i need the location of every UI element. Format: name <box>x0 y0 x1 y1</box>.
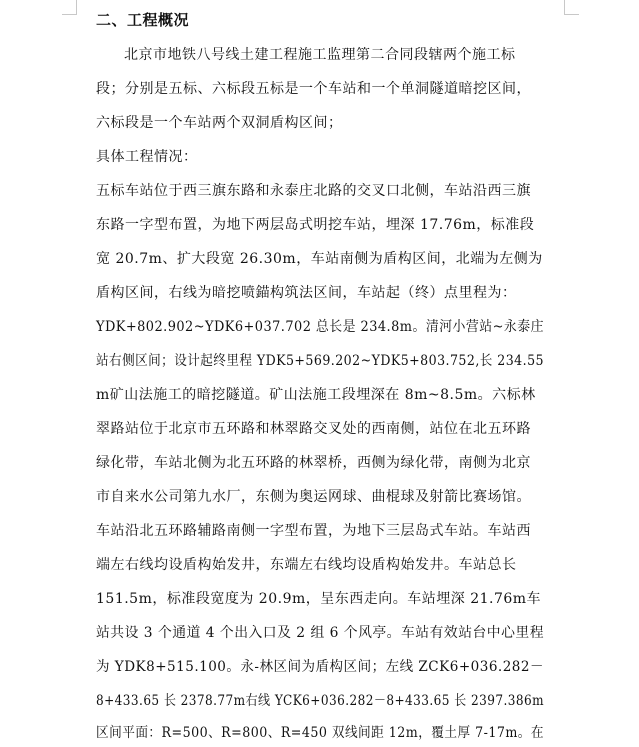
paragraph-line: 站右侧区间；设计起终里程 YDK5+569.202~YDK5+803.752,长 234.55 <box>96 353 544 369</box>
paragraph-line: 为 YDK8+515.100。永-林区间为盾构区间；左线 ZCK6+036.282－ <box>96 659 544 675</box>
paragraph-line: 五标车站位于西三旗东路和永泰庄北路的交叉口北侧，车站沿西三旗 <box>96 183 531 199</box>
paragraph-line: 段；分别是五标、六标段五标是一个车站和一个单洞隧道暗挖区间， <box>96 81 531 97</box>
page-margin-corner-right <box>564 0 579 15</box>
paragraph-line: 8+433.65 长 2378.77m右线 YCK6+036.282－8+433.65 长 2397.386m <box>96 693 544 709</box>
paragraph-line: 盾构区间，右线为暗挖喷錨构筑法区间，车站起（终）点里程为： <box>96 285 517 301</box>
section-heading: 二、工程概况 <box>96 11 190 29</box>
paragraph-line: 东路一字型布置，为地下两层岛式明挖车站，埋深 17.76m，标准段 <box>96 217 535 233</box>
paragraph-line: 具体工程情况： <box>96 149 198 165</box>
paragraph-line: YDK+802.902~YDK6+037.702 总长是 234.8m。清河小营站~永泰庄 <box>96 319 544 335</box>
paragraph-line: 绿化带，车站北侧为北五环路的林翠桥，西侧为绿化带，南侧为北京 <box>96 455 531 471</box>
paragraph-line: 站共设 3 个通道 4 个出入口及 2 组 6 个风亭。车站有效站台中心里程 <box>96 625 544 641</box>
paragraph-line: 151.5m，标准段宽度为 20.9m，呈东西走向。车站埋深 21.76m车 <box>96 591 542 607</box>
paragraph-line: 区间平面：R=500、R=800、R=450 双线间距 12m，覆土厚 7-17m。在 <box>96 725 544 741</box>
paragraph-line: 端左右线均设盾构始发井，东端左右线均设盾构始发井。车站总长 <box>96 557 517 573</box>
paragraph-line: 翠路站位于北京市五环路和林翠路交叉处的西南侧，站位在北五环路 <box>96 421 531 437</box>
paragraph-line: 车站沿北五环路辅路南侧一字型布置，为地下三层岛式车站。车站西 <box>96 523 531 539</box>
paragraph-line: 市自来水公司第九水厂，东侧为奥运网球、曲棍球及射箭比赛场馆。 <box>96 489 531 505</box>
paragraph-line: 宽 20.7m、扩大段宽 26.30m，车站南侧为盾构区间，北端为左侧为 <box>96 251 543 267</box>
paragraph-line: 六标段是一个车站两个双洞盾构区间； <box>96 115 343 131</box>
paragraph-line: 北京市地铁八号线土建工程施工监理第二合同段辖两个施工标 <box>124 47 516 63</box>
paragraph-line: m矿山法施工的暗挖隧道。矿山法施工段埋深在 8m~8.5m。六标林 <box>96 387 536 403</box>
page-margin-corner-left <box>62 0 77 15</box>
